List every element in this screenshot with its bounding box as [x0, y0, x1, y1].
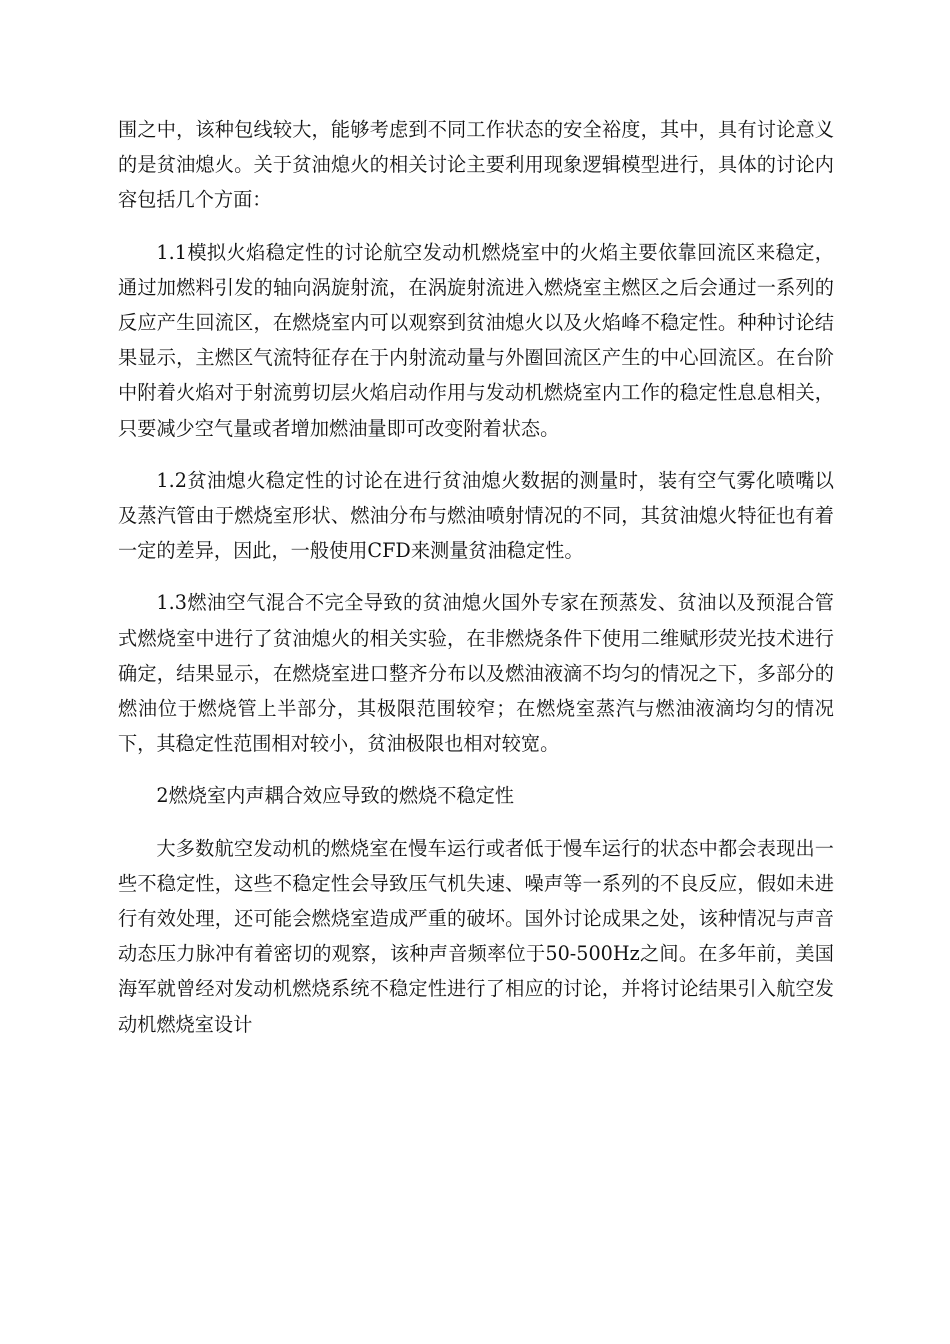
paragraph-lean-blowout-intro: 围之中，该种包线较大，能够考虑到不同工作状态的安全裕度，其中，具有讨论意义的是贫油熄火。关于贫油熄火的相关讨论主要利用现象逻辑模型进行，具体的讨论内容包括几个方面：	[118, 118, 834, 212]
document-page	[118, 112, 834, 1059]
paragraph-section-1-3: 1.3燃油空气混合不完全导致的贫油熄火国外专家在预蒸发、贫油以及预混合管式燃烧室中进行了贫油熄火的相关实验，在非燃烧条件下使用二维赋形荧光技术进行确定，结果显示，在燃烧室进口整齐分布以及燃油液滴不均匀的情况之下，多部分的燃油位于燃烧管上半部分，其极限范围较窄；在燃烧室蒸汽与燃油液滴均匀的情况下，其稳定性范围相对较小，贫油极限也相对较宽。	[118, 591, 834, 756]
paragraph-section-2-body: 大多数航空发动机的燃烧室在慢车运行或者低于慢车运行的状态中都会表现出一些不稳定性，这些不稳定性会导致压气机失速、噪声等一系列的不良反应，假如未进行有效处理，还可能会燃烧室造成严重的破坏。国外讨论成果之处，该种情况与声音动态压力脉冲有着密切的观察，该种声音频率位于50-500Hz之间。在多年前，美国海军就曾经对发动机燃烧系统不稳定性进行了相应的讨论，并将讨论结果引入航空发动机燃烧室设计	[118, 836, 834, 1036]
paragraph-section-1-2: 1.2贫油熄火稳定性的讨论在进行贫油熄火数据的测量时，装有空气雾化喷嘴以及蒸汽管由于燃烧室形状、燃油分布与燃油喷射情况的不同，其贫油熄火特征也有着一定的差异，因此，一般使用CFD来测量贫油稳定性。	[118, 468, 834, 563]
section-heading-2: 2燃烧室内声耦合效应导致的燃烧不稳定性	[156, 784, 514, 808]
paragraph-section-1-1: 1.1模拟火焰稳定性的讨论航空发动机燃烧室中的火焰主要依靠回流区来稳定，通过加燃料引发的轴向涡旋射流，在涡旋射流进入燃烧室主燃区之后会通过一系列的反应产生回流区，在燃烧室内可以观察到贫油熄火以及火焰峰不稳定性。种种讨论结果显示，主燃区气流特征存在于内射流动量与外圈回流区产生的中心回流区。在台阶中附着火焰对于射流剪切层火焰启动作用与发动机燃烧室内工作的稳定性息息相关，只要减少空气量或者增加燃油量即可改变附着状态。	[118, 240, 834, 440]
